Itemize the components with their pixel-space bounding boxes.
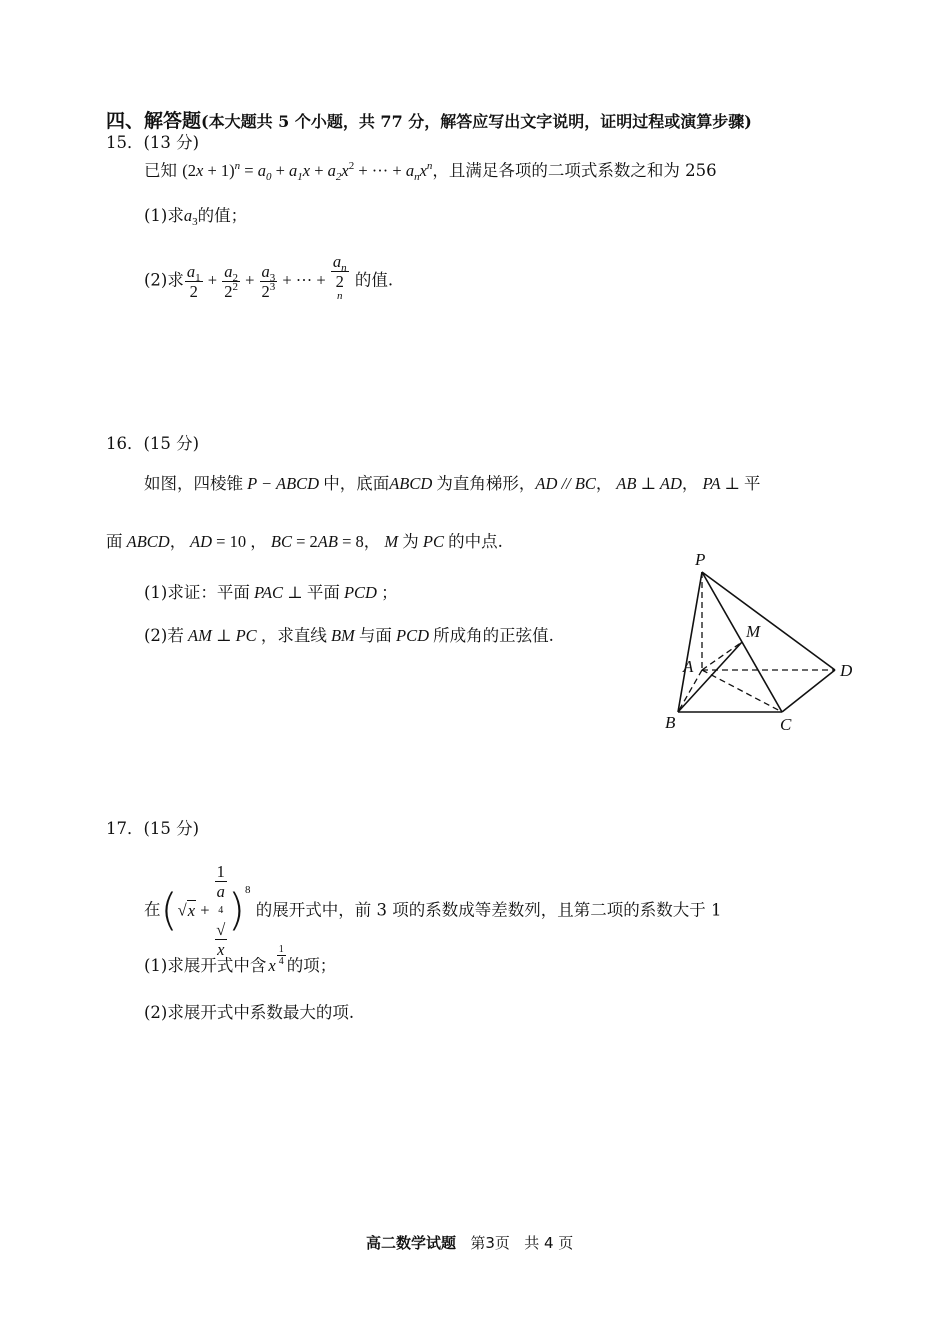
q16-text: ，求直线 — [260, 626, 327, 645]
q15-part2-suffix: 的值. — [354, 270, 394, 290]
edge-am — [702, 642, 742, 670]
section-note: (本大题共 5 个小题，共 77 分，解答应写出文字说明，证明过程或演算步骤) — [201, 112, 752, 131]
q16-text: 为 — [402, 532, 419, 551]
q15-points: (13 分) — [143, 133, 200, 152]
label-a: A — [683, 657, 694, 676]
q15-part1-prefix: (1)求 — [144, 206, 184, 225]
q16-text: ， — [250, 532, 267, 551]
q17-part1: (1)求展开式中含 x $\frac{1}{4}$ 的项； — [144, 943, 337, 975]
q16-part1: (1)求证：平面 PAC ⊥ 平面 PCD ； — [144, 583, 398, 602]
pyramid-figure — [650, 545, 870, 740]
q16-text: ， — [595, 474, 613, 493]
q16-text: 的中点. — [448, 532, 503, 551]
q15-part2: (2)求 $\frac{a_1}{2}$ + $\frac{a_2}{2^2}$ + $\frac{a_3}{2^3}$ + ··· + $a_n$ 2 $^n$ 的值. — [144, 252, 394, 302]
q17-stem-prefix: 在 — [144, 900, 161, 919]
q17-stem-suffix: 的展开式中，前 3 项的系数成等差数列，且第二项的系数大于 1 — [255, 900, 722, 920]
q15-part1-suffix: 的值； — [197, 206, 248, 225]
q17-stem: 在(√x + 1 a 4 √ x )$^8$ 的展开式中，前 3 项的系数成等差数列，且第二项的系数大于 1 — [144, 862, 722, 959]
q16-points: (15 分) — [143, 434, 200, 453]
q15-stem-suffix: ，且满足各项的二项式系数之和为 256 — [432, 161, 717, 180]
q16-line1: 如图，四棱锥 P − ABCD 中，底面ABCD 为直角梯形，AD // BC， AB ⊥ AD， PA ⊥ 平 — [144, 474, 761, 493]
q16-text: ； — [381, 583, 398, 602]
edge-cd — [782, 670, 835, 712]
q15-part1: (1)求$a_3$的值； — [144, 206, 248, 228]
page-footer — [366, 1232, 573, 1253]
q17-part1-prefix: (1)求展开式中含 — [144, 956, 267, 975]
q16-text: (1)求证：平面 — [144, 583, 250, 602]
q17-part2-text: (2)求展开式中系数最大的项. — [144, 1003, 355, 1022]
q16-text: 面 — [106, 532, 123, 551]
q16-text: 平面 — [306, 583, 340, 602]
q15-header — [106, 132, 199, 154]
q16-text: 与面 — [358, 626, 392, 645]
q16-text: (2)若 — [144, 626, 184, 645]
q16-text: ， — [169, 532, 187, 551]
q15-part2-prefix: (2)求 — [144, 270, 184, 290]
q16-text: 所成角的正弦值. — [433, 626, 554, 645]
label-d: D — [840, 661, 853, 680]
q16-header — [106, 433, 199, 455]
q16-text: ， — [681, 474, 699, 493]
q16-line2: 面 ABCD， AD = 10 ， BC = 2AB = 8， M 为 PC 的中点. — [106, 532, 503, 551]
footer-total: 共 4 页 — [524, 1234, 574, 1252]
q16-text: 平 — [744, 474, 761, 493]
q16-text: ， — [363, 532, 381, 551]
label-c: C — [780, 715, 792, 734]
q16-text: 如图，四棱锥 — [144, 474, 243, 493]
section-heading: 四、解答题 — [106, 110, 202, 132]
q15-stem — [144, 160, 717, 182]
label-p: P — [695, 550, 706, 569]
q16-text: 为直角梯形， — [436, 474, 536, 493]
label-b: B — [665, 713, 676, 732]
q16-text: 中，底面 — [323, 474, 390, 493]
footer-page: 第3页 — [470, 1234, 510, 1252]
q16-number: 16． — [106, 434, 144, 453]
section-header — [106, 106, 752, 133]
q17-part2 — [144, 1002, 354, 1024]
q15-number: 15． — [106, 133, 144, 152]
q17-points: (15 分) — [143, 819, 200, 838]
q16-part2: (2)若 AM ⊥ PC ，求直线 BM 与面 PCD 所成角的正弦值. — [144, 626, 554, 645]
footer-title: 高二数学试题 — [366, 1234, 457, 1252]
q15-stem-prefix: 已知 — [144, 161, 177, 180]
q15-formula: $(2x + 1)^n = a_0 + a_1x + a_2x^2$ + ··· + $a_nx^n$ — [182, 160, 433, 183]
q17-number: 17． — [106, 819, 144, 838]
label-m: M — [746, 622, 761, 641]
q17-part1-suffix: 的项； — [286, 956, 337, 975]
q17-header — [106, 818, 199, 840]
